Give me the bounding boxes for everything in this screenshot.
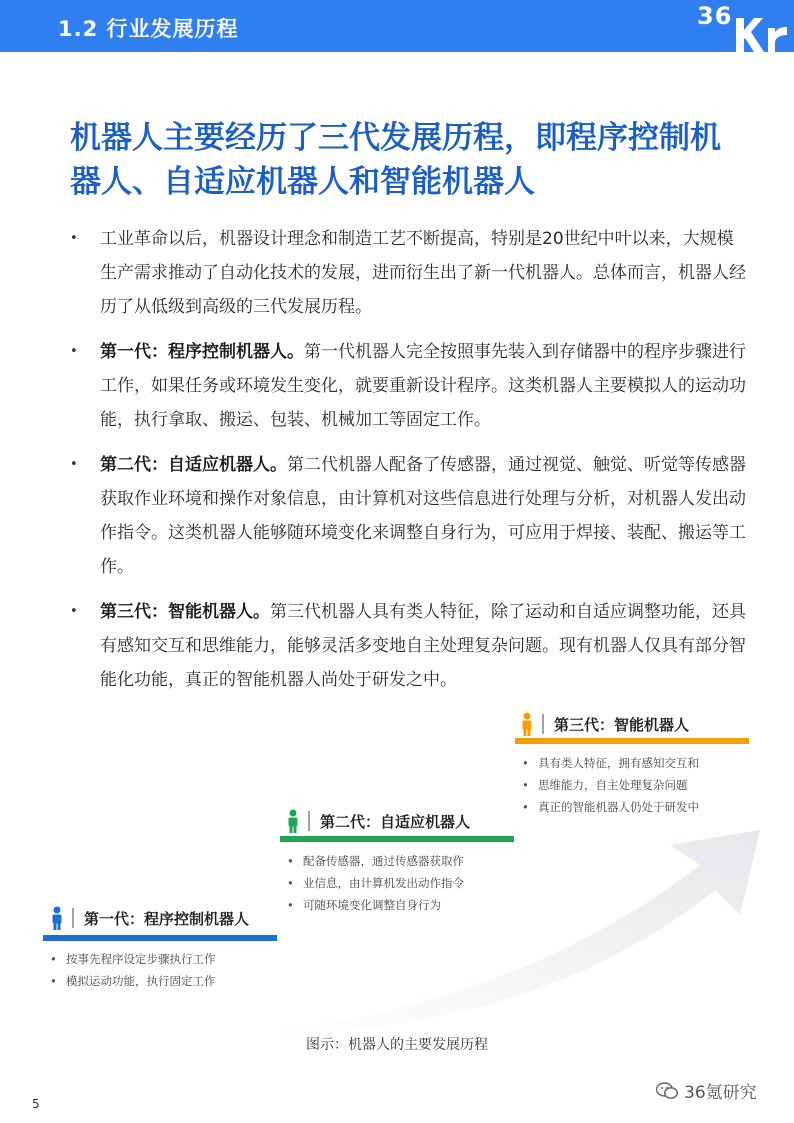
header-bar [0, 0, 794, 52]
list-item-cont: 思维能力，自主处理复杂问题 [538, 778, 688, 792]
bullet-dot: • [70, 457, 78, 472]
section-title: 1.2 行业发展历程 [58, 17, 239, 41]
person-icon [286, 809, 300, 833]
gen2-title-row [286, 809, 470, 833]
list-item: • 业信息，由计算机发出动作指令 [283, 872, 464, 894]
wechat-icon [656, 1082, 678, 1100]
list-item: • 可随环境变化调整自身行为 [283, 894, 464, 916]
figure-caption: 图示：机器人的主要发展历程 [306, 1037, 488, 1053]
title-separator [542, 714, 544, 734]
watermark [656, 1078, 757, 1103]
bullet-item [70, 595, 750, 697]
gen3-underline [515, 738, 749, 744]
gen1-title-row [50, 906, 249, 930]
gen1-title: 第一代：程序控制机器人 [84, 909, 250, 928]
bullet-text: 第三代机器人具有类人特征，除了运动和自适应调整功能，还具有感知交互和思维能力，能够灵活多变地自主处理复杂问题。现有机器人仅具有部分智能化功能，真正的智能机器人尚处于研发之中。 [100, 602, 746, 690]
watermark-text: 36氪研究 [684, 1083, 757, 1103]
list-item: • 配备传感器，通过传感器获取作 [283, 850, 464, 872]
list-item: • 模拟运动功能，执行固定工作 [46, 970, 216, 992]
logo-36kr: 36 [697, 2, 733, 30]
gen2-title: 第二代：自适应机器人 [320, 812, 471, 831]
bullet-dot: • [70, 231, 78, 246]
bullet-dot: • [70, 344, 78, 359]
list-item: • 具有类人特征，拥有感知交互和 [518, 752, 699, 774]
title-separator [72, 908, 74, 928]
gen3-list [518, 752, 699, 818]
page-number: 5 [32, 1097, 40, 1111]
bullet-text: 第一代机器人完全按照事先装入到存储器中的程序步骤进行工作，如果任务或环境发生变化，就要重新设计程序。这类机器人主要模拟人的运动功能，执行拿取、搬运、包装、机械加工等固定工作。 [100, 342, 746, 430]
bullet-item [70, 335, 750, 437]
gen2-list [283, 850, 464, 916]
person-icon [50, 906, 64, 930]
gen2-underline [280, 836, 514, 842]
person-icon [520, 712, 534, 736]
logo-kr-mark [732, 16, 794, 52]
title-separator [308, 811, 310, 831]
page-headline: 机器人主要经历了三代发展历程，即程序控制机器人、自适应机器人和智能机器人 [70, 120, 721, 200]
list-item: • 真正的智能机器人仍处于研发中 [518, 796, 699, 818]
bullet-lead: 第三代：智能机器人。 [100, 602, 270, 622]
bullet-item [70, 222, 750, 324]
bullet-lead: 第二代：自适应机器人。 [100, 455, 287, 475]
gen1-list [46, 948, 216, 992]
gen1-underline [43, 935, 277, 941]
bullet-item [70, 448, 750, 584]
gen3-title: 第三代：智能机器人 [554, 715, 690, 734]
list-item [518, 774, 699, 796]
bullet-text: 第二代机器人配备了传感器，通过视觉、触觉、听觉等传感器获取作业环境和操作对象信息，由计算机对这些信息进行处理与分析，对机器人发出动作指令。这类机器人能够随环境变化来调整自身行为，可应用于焊接、装配、搬运等工作。 [100, 455, 746, 577]
bullet-text: 工业革命以后，机器设计理念和制造工艺不断提高，特别是20世纪中叶以来，大规模生产需求推动了自动化技术的发展，进而衍生出了新一代机器人。总体而言，机器人经历了从低级到高级的三代发展历程。 [100, 229, 746, 317]
bullet-dot: • [70, 604, 78, 619]
list-item: • 按事先程序设定步骤执行工作 [46, 948, 216, 970]
bullet-lead: 第一代：程序控制机器人。 [100, 342, 304, 362]
gen3-title-row [520, 712, 689, 736]
bullet-list [70, 222, 750, 708]
